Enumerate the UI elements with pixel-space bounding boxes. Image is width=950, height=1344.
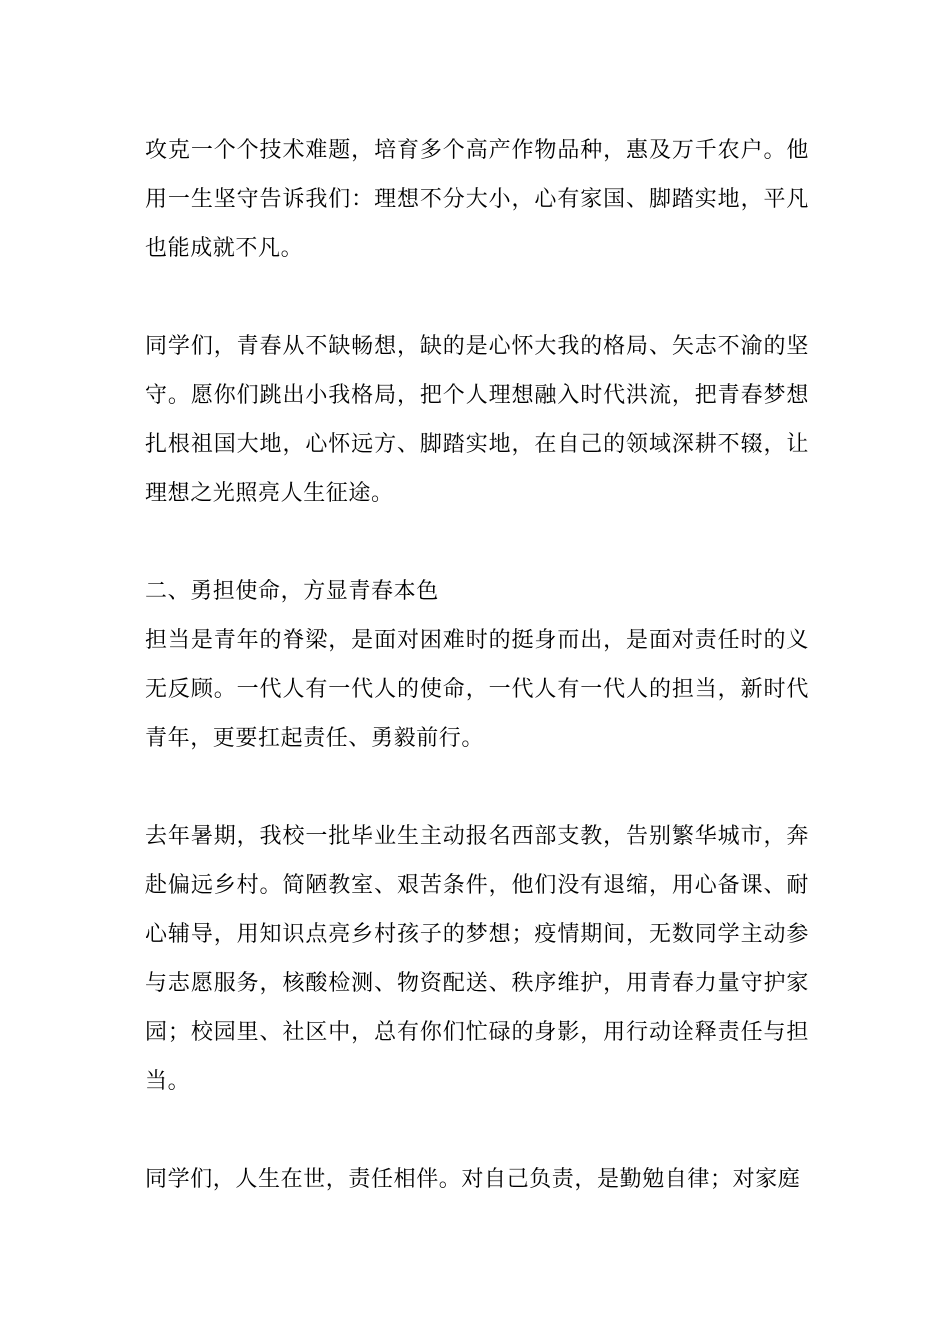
- section-heading: 二、勇担使命，方显青春本色: [145, 579, 439, 604]
- paragraph-responsibility-closing: 同学们，人生在世，责任相伴。对自己负责，是勤勉自律；对家庭: [145, 1167, 801, 1192]
- paragraph-responsibility-intro: 担当是青年的脊梁，是面对困难时的挺身而出，是面对责任时的义无反顾。一代人有一代人的使命，一代人有一代人的担当，新时代青年，更要扛起责任、勇毅前行。: [145, 628, 809, 751]
- document-body: [145, 126, 809, 1204]
- paragraph-youth-ideals: 同学们，青春从不缺畅想，缺的是心怀大我的格局、矢志不渝的坚守。愿你们跳出小我格局，把个人理想融入时代洪流，把青春梦想扎根祖国大地，心怀远方、脚踏实地，在自己的领域深耕不辍，让理想之光照亮人生征途。: [145, 334, 809, 506]
- paragraph-volunteer-examples: 去年暑期，我校一批毕业生主动报名西部支教，告别繁华城市，奔赴偏远乡村。简陋教室、艰苦条件，他们没有退缩，用心备课、耐心辅导，用知识点亮乡村孩子的梦想；疫情期间，无数同学主动参与志愿服务，核酸检测、物资配送、秩序维护，用青春力量守护家园；校园里、社区中，总有你们忙碌的身影，用行动诠释责任与担当。: [145, 824, 809, 1094]
- paragraph-wheat-scientist: 攻克一个个技术难题，培育多个高产作物品种，惠及万千农户。他用一生坚守告诉我们：理想不分大小，心有家国、脚踏实地，平凡也能成就不凡。: [145, 138, 809, 261]
